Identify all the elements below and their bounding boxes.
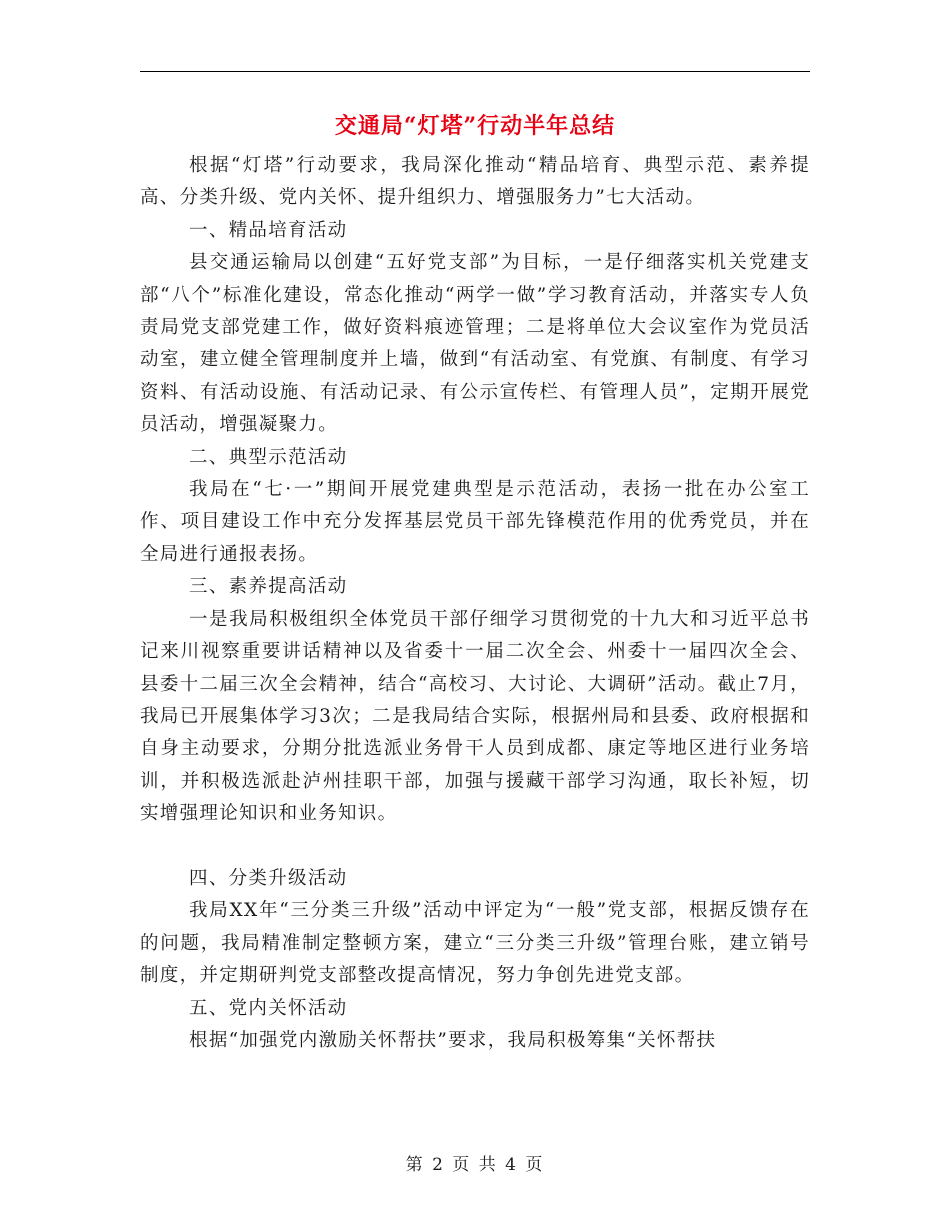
- section-heading-3: 三、素养提高活动: [189, 576, 348, 598]
- paragraph-section-4: 我局XX年“三分类三升级”活动中评定为“一般”党支部，根据反馈存在的问题，我局精准制定整顿方案，建立“三分类三升级”管理台账，建立销号制度，并定期研判党支部整改提高情况，努力争创先进党支部。: [140, 900, 810, 987]
- page-number-footer: 第 2 页 共 4 页: [405, 1155, 545, 1175]
- paragraph-intro: 根据“灯塔”行动要求，我局深化推动“精品培育、典型示范、素养提高、分类升级、党内关怀、提升组织力、增强服务力”七大活动。: [140, 155, 810, 209]
- header-rule: [140, 71, 810, 72]
- paragraph-section-1: 县交通运输局以创建“五好党支部”为目标，一是仔细落实机关党建支部“八个”标准化建设，常态化推动“两学一做”学习教育活动，并落实专人负责局党支部党建工作，做好资料痕迹管理；二是将单位大会议室作为党员活动室，建立健全管理制度并上墙，做到“有活动室、有党旗、有制度、有学习资料、有活动设施、有活动记录、有公示宣传栏、有管理人员”，定期开展党员活动，增强凝聚力。: [140, 252, 810, 436]
- document-body: [140, 150, 810, 1057]
- document-title: 交通局“灯塔”行动半年总结: [334, 113, 616, 139]
- section-heading-4: 四、分类升级活动: [189, 867, 348, 889]
- paragraph-section-2: 我局在“七·一”期间开展党建典型是示范活动，表扬一批在办公室工作、项目建设工作中充分发挥基层党员干部先锋模范作用的优秀党员，并在全局进行通报表扬。: [140, 479, 810, 565]
- paragraph-section-3: 一是我局积极组织全体党员干部仔细学习贯彻党的十九大和习近平总书记来川视察重要讲话精神以及省委十一届二次全会、州委十一届四次全会、县委十二届三次全会精神，结合“高校习、大讨论、大调研”活动。截止7月，我局已开展集体学习3次；二是我局结合实际，根据州局和县委、政府根据和自身主动要求，分期分批选派业务骨干人员到成都、康定等地区进行业务培训，并积极选派赴泸州挂职干部，加强与援藏干部学习沟通，取长补短，切实增强理论知识和业务知识。: [140, 608, 810, 825]
- section-heading-1: 一、精品培育活动: [189, 219, 348, 241]
- paragraph-section-5: 根据“加强党内激励关怀帮扶”要求，我局积极筹集“关怀帮扶: [189, 1029, 717, 1051]
- blank-line: [140, 831, 810, 863]
- section-heading-5: 五、党内关怀活动: [189, 997, 348, 1019]
- section-heading-2: 二、典型示范活动: [189, 446, 348, 468]
